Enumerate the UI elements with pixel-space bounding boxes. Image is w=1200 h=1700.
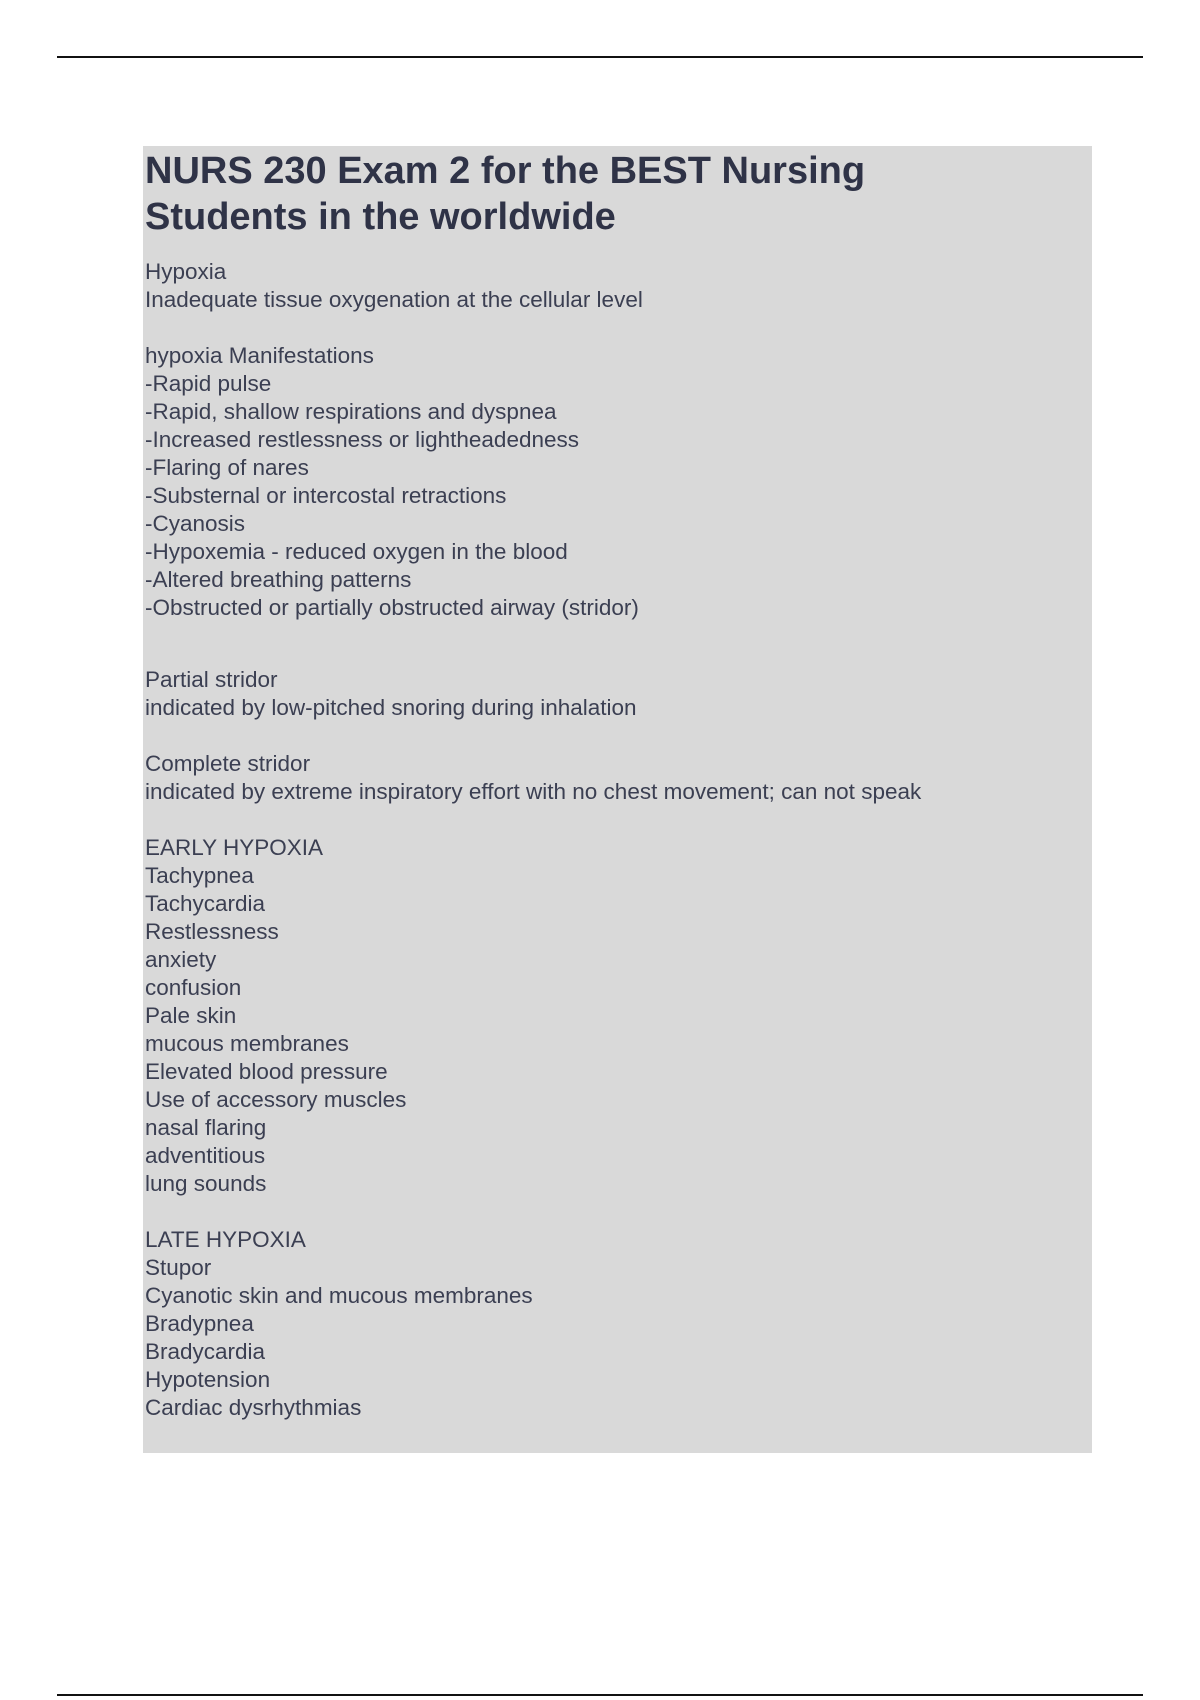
section-heading: Complete stridor bbox=[145, 751, 311, 776]
list-item: -Flaring of nares bbox=[145, 455, 309, 480]
list-item: Bradypnea bbox=[145, 1311, 254, 1336]
list-item: -Obstructed or partially obstructed airway (stridor) bbox=[145, 595, 639, 620]
section-line: Inadequate tissue oxygenation at the cellular level bbox=[145, 287, 643, 312]
list-item: Hypotension bbox=[145, 1367, 271, 1392]
list-item: Cyanotic skin and mucous membranes bbox=[145, 1283, 533, 1308]
list-item: -Increased restlessness or lightheadedness bbox=[145, 427, 579, 452]
list-item: confusion bbox=[145, 975, 242, 1000]
section-line: indicated by extreme inspiratory effort with no chest movement; can not speak bbox=[145, 779, 922, 804]
section-heading: Hypoxia bbox=[145, 259, 227, 284]
list-item: anxiety bbox=[145, 947, 217, 972]
list-item: -Altered breathing patterns bbox=[145, 567, 412, 592]
list-item: -Substernal or intercostal retractions bbox=[145, 483, 507, 508]
section-heading: hypoxia Manifestations bbox=[145, 343, 374, 368]
top-rule bbox=[57, 56, 1143, 58]
section-complete-stridor bbox=[145, 750, 1092, 806]
list-item: Tachypnea bbox=[145, 863, 254, 888]
list-item: nasal flaring bbox=[145, 1115, 267, 1140]
section-partial-stridor bbox=[145, 666, 1092, 722]
document-content bbox=[143, 146, 1092, 1453]
list-item: Tachycardia bbox=[145, 891, 266, 916]
section-hypoxia-manifestations bbox=[145, 342, 1092, 622]
section-hypoxia bbox=[145, 258, 1092, 314]
list-item: -Rapid pulse bbox=[145, 371, 272, 396]
section-heading: EARLY HYPOXIA bbox=[145, 835, 323, 860]
sections bbox=[145, 258, 1092, 1422]
list-item: Restlessness bbox=[145, 919, 279, 944]
bottom-rule bbox=[57, 1694, 1143, 1696]
list-item: lung sounds bbox=[145, 1171, 267, 1196]
list-item: mucous membranes bbox=[145, 1031, 349, 1056]
section-early-hypoxia bbox=[145, 834, 1092, 1198]
list-item: Stupor bbox=[145, 1255, 212, 1280]
list-item: Cardiac dysrhythmias bbox=[145, 1395, 362, 1420]
list-item: -Cyanosis bbox=[145, 511, 246, 536]
section-heading: Partial stridor bbox=[145, 667, 278, 692]
section-line: indicated by low-pitched snoring during inhalation bbox=[145, 695, 637, 720]
list-item: Use of accessory muscles bbox=[145, 1087, 407, 1112]
list-item: -Rapid, shallow respirations and dyspnea bbox=[145, 399, 557, 424]
list-item: adventitious bbox=[145, 1143, 266, 1168]
list-item: -Hypoxemia - reduced oxygen in the blood bbox=[145, 539, 568, 564]
section-late-hypoxia bbox=[145, 1226, 1092, 1422]
list-item: Elevated blood pressure bbox=[145, 1059, 388, 1084]
list-item: Pale skin bbox=[145, 1003, 237, 1028]
page-title: NURS 230 Exam 2 for the BEST Nursing Students in the worldwide bbox=[145, 150, 866, 238]
list-item: Bradycardia bbox=[145, 1339, 266, 1364]
section-heading: LATE HYPOXIA bbox=[145, 1227, 306, 1252]
